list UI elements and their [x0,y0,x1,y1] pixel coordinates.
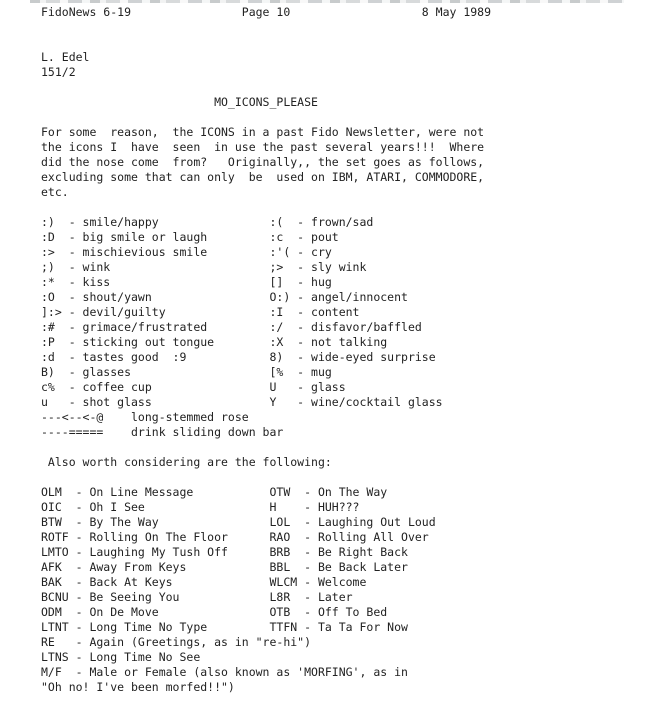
author-line: L. Edel [41,50,90,64]
intro-line: etc. [41,185,69,199]
icon-row: c% - coffee cup U - glass [41,380,346,394]
screen-edge-artifact [30,0,624,3]
blank-line [41,80,491,95]
node-line: 151/2 [41,65,76,79]
acronym-row: M/F - Male or Female (also known as 'MORFING', as in [41,665,408,679]
acronym-row: AFK - Away From Keys BBL - Be Back Later [41,560,408,574]
icon-row: :* - kiss [] - hug [41,275,332,289]
section-heading: Also worth considering are the following: [41,455,332,469]
acronym-row: OIC - Oh I See H - HUH??? [41,500,360,514]
acronym-row: LMTO - Laughing My Tush Off BRB - Be Right Back [41,545,408,559]
blank-line [41,20,491,35]
icon-extra-row: ----===== drink sliding down bar [41,425,284,439]
icon-extra-row: ---<--<-@ long-stemmed rose [41,410,249,424]
acronym-row: ROTF - Rolling On The Floor RAO - Rolling All Over [41,530,429,544]
acronym-row: OLM - On Line Message OTW - On The Way [41,485,388,499]
icon-row: ;) - wink ;> - sly wink [41,260,367,274]
acronym-continuation: "Oh no! I've been morfed!!") [41,680,235,694]
blank-line [41,35,491,50]
intro-line: excluding some that can only be used on IBM, ATARI, COMMODORE, [41,170,485,184]
blank-line [41,200,491,215]
acronym-row: BCNU - Be Seeing You L8R - Later [41,590,353,604]
icon-row: :D - big smile or laugh :c - pout [41,230,339,244]
icon-row: u - shot glass Y - wine/cocktail glass [41,395,443,409]
article-title: MO_ICONS_PLEASE [41,95,318,109]
icon-row: B) - glasses [% - mug [41,365,332,379]
icon-row: :O - shout/yawn O:) - angel/innocent [41,290,408,304]
icon-row: :d - tastes good :9 8) - wide-eyed surprise [41,350,436,364]
acronym-row: BTW - By The Way LOL - Laughing Out Loud [41,515,436,529]
icon-row: :) - smile/happy :( - frown/sad [41,215,374,229]
page-header: FidoNews 6-19 Page 10 8 May 1989 [41,5,492,19]
icon-row: :# - grimace/frustrated :/ - disfavor/baffled [41,320,422,334]
acronym-row: ODM - On De Move OTB - Off To Bed [41,605,388,619]
blank-line [41,470,491,485]
intro-line: did the nose come from? Originally,, the set goes as follows, [41,155,485,169]
intro-line: For some reason, the ICONS in a past Fido Newsletter, were not [41,125,485,139]
blank-line [41,440,491,455]
acronym-row: RE - Again (Greetings, as in "re-hi") [41,635,312,649]
icon-row: :P - sticking out tongue :X - not talking [41,335,388,349]
icon-row: ]:> - devil/guilty :I - content [41,305,360,319]
icon-row: :> - mischievious smile :'( - cry [41,245,332,259]
acronym-row: LTNT - Long Time No Type TTFN - Ta Ta For Now [41,620,408,634]
newsletter-document [41,5,491,695]
intro-line: the icons I have seen in use the past several years!!! Where [41,140,485,154]
blank-line [41,110,491,125]
acronym-row: BAK - Back At Keys WLCM - Welcome [41,575,367,589]
acronym-row: LTNS - Long Time No See [41,650,201,664]
